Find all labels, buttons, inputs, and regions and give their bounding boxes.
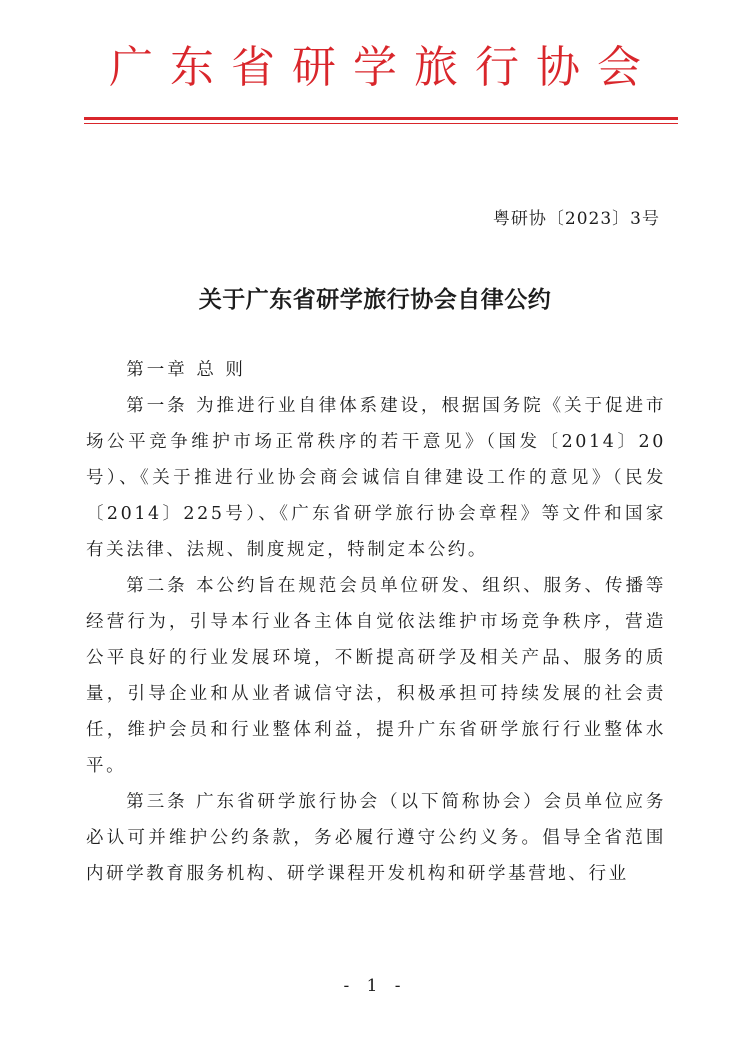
page-number: - 1 -	[343, 976, 407, 996]
letterhead-rule-thick	[84, 117, 678, 120]
letterhead-org-name: 广东省研学旅行协会	[109, 42, 658, 93]
article-paragraph-3: 第三条 广东省研学旅行协会（以下简称协会）会员单位应务必认可并维护公约条款，务必履行遵守公约义务。倡导全省范围内研学教育服务机构、研学课程开发机构和研学基营地、行业	[86, 792, 666, 884]
document-body	[86, 352, 666, 892]
letterhead-rule-thin	[84, 123, 678, 124]
document-title: 关于广东省研学旅行协会自律公约	[198, 286, 552, 313]
chapter-heading: 第一章 总 则	[126, 360, 246, 380]
document-number: 粤研协〔2023〕3号	[492, 209, 660, 229]
article-paragraph-2: 第二条 本公约旨在规范会员单位研发、组织、服务、传播等经营行为，引导本行业各主体自觉依法维护市场竞争秩序，营造公平良好的行业发展环境，不断提高研学及相关产品、服务的质量，引导企业和从业者诚信守法，积极承担可持续发展的社会责任，维护会员和行业整体利益，提升广东省研学旅行行业整体水平。	[86, 576, 666, 776]
article-paragraph-1: 第一条 为推进行业自律体系建设，根据国务院《关于促进市场公平竞争维护市场正常秩序的若干意见》（国发〔2014〕20号）、《关于推进行业协会商会诚信自律建设工作的意见》（民发〔2014〕225号）、《广东省研学旅行协会章程》等文件和国家有关法律、法规、制度规定，特制定本公约。	[86, 396, 666, 560]
